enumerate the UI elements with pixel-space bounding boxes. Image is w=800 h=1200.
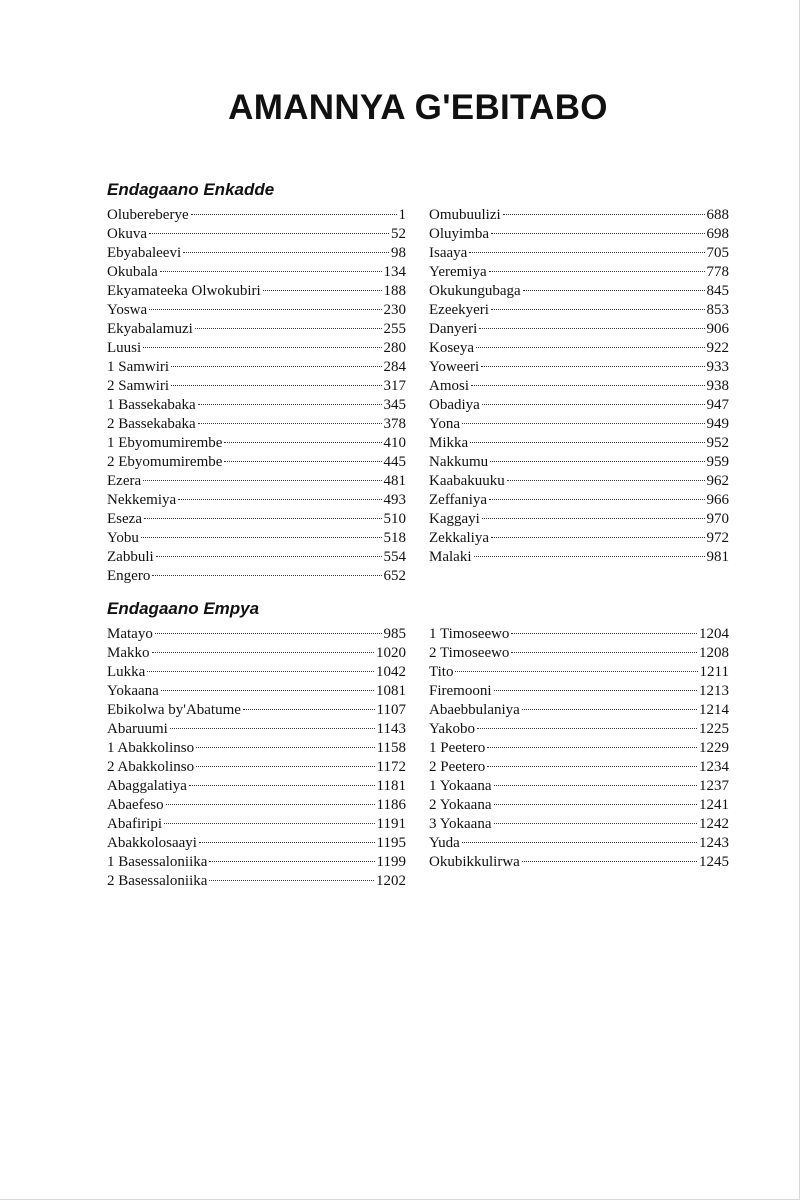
toc-entry xyxy=(429,682,729,701)
dot-leader xyxy=(161,690,374,691)
page-number: 970 xyxy=(706,511,729,527)
dot-leader xyxy=(198,423,382,424)
page-number: 1237 xyxy=(699,778,729,794)
dot-leader xyxy=(195,328,382,329)
book-name: Yuda xyxy=(429,835,460,851)
book-name: 1 Bassekabaka xyxy=(107,397,196,413)
toc-entry xyxy=(107,529,406,548)
toc-entry xyxy=(429,244,729,263)
dot-leader xyxy=(491,309,705,310)
toc-entry xyxy=(429,663,729,682)
toc-entry xyxy=(429,358,729,377)
page-number: 959 xyxy=(706,454,729,470)
page-number: 705 xyxy=(706,245,729,261)
toc-entry xyxy=(107,396,406,415)
page-number: 345 xyxy=(383,397,406,413)
book-name: Ebikolwa by'Abatume xyxy=(107,702,241,718)
dot-leader xyxy=(490,461,704,462)
page-number: 778 xyxy=(706,264,729,280)
page-number: 652 xyxy=(383,568,406,584)
toc-entry xyxy=(429,853,729,872)
book-name: Abakkolosaayi xyxy=(107,835,197,851)
book-name: Kaggayi xyxy=(429,511,480,527)
dot-leader xyxy=(511,652,697,653)
dot-leader xyxy=(487,747,697,748)
dot-leader xyxy=(491,537,705,538)
book-name: Zeffaniya xyxy=(429,492,488,508)
page-number: 280 xyxy=(383,340,406,356)
book-name: Firemooni xyxy=(429,683,492,699)
toc-entry xyxy=(429,396,729,415)
dot-leader xyxy=(482,518,705,519)
book-name: Abaebbulaniya xyxy=(429,702,520,718)
book-name: 1 Peetero xyxy=(429,740,486,756)
toc-entry xyxy=(429,777,729,796)
page-number: 698 xyxy=(706,226,729,242)
book-name: Mikka xyxy=(429,435,469,451)
page-number: 853 xyxy=(706,302,729,318)
toc-entry xyxy=(107,206,406,225)
dot-leader xyxy=(164,823,375,824)
dot-leader xyxy=(494,785,698,786)
page-number: 1081 xyxy=(376,683,406,699)
page-number: 98 xyxy=(391,245,406,261)
dot-leader xyxy=(209,861,374,862)
dot-leader xyxy=(511,633,697,634)
dot-leader xyxy=(471,385,704,386)
dot-leader xyxy=(503,214,705,215)
book-name: Abaggalatiya xyxy=(107,778,187,794)
dot-leader xyxy=(494,823,698,824)
dot-leader xyxy=(455,671,697,672)
book-name: Zekkaliya xyxy=(429,530,489,546)
page-number: 1241 xyxy=(699,797,729,813)
toc-entry xyxy=(429,339,729,358)
toc-entry xyxy=(107,472,406,491)
page-number: 493 xyxy=(383,492,406,508)
toc-entry xyxy=(429,815,729,834)
page-number: 255 xyxy=(383,321,406,337)
toc-entry xyxy=(429,434,729,453)
book-name: 2 Timoseewo xyxy=(429,645,510,661)
page-number: 1191 xyxy=(376,816,406,832)
page-number: 1042 xyxy=(376,664,406,680)
page-number: 947 xyxy=(706,397,729,413)
toc-entry xyxy=(107,853,406,872)
book-name: 2 Abakkolinso xyxy=(107,759,195,775)
toc-entry xyxy=(429,834,729,853)
book-name: Matayo xyxy=(107,626,153,642)
toc-entry xyxy=(107,720,406,739)
page-number: 962 xyxy=(706,473,729,489)
dot-leader xyxy=(522,709,697,710)
dot-leader xyxy=(243,709,375,710)
book-name: Isaaya xyxy=(429,245,468,261)
dot-leader xyxy=(224,442,381,443)
dot-leader xyxy=(489,271,705,272)
toc-entry xyxy=(107,815,406,834)
toc-entry xyxy=(429,415,729,434)
book-name: Abaefeso xyxy=(107,797,164,813)
book-name: Koseya xyxy=(429,340,474,356)
page-number: 952 xyxy=(706,435,729,451)
toc-entry xyxy=(107,510,406,529)
toc-entry xyxy=(429,301,729,320)
page-number: 922 xyxy=(706,340,729,356)
page-number: 1186 xyxy=(376,797,406,813)
page-number: 52 xyxy=(391,226,406,242)
book-name: Danyeri xyxy=(429,321,478,337)
toc-entry xyxy=(429,491,729,510)
dot-leader xyxy=(171,366,381,367)
page-number: 410 xyxy=(383,435,406,451)
toc-entry xyxy=(107,339,406,358)
book-name: Omubuulizi xyxy=(429,207,501,223)
page-number: 845 xyxy=(706,283,729,299)
book-name: 2 Bassekabaka xyxy=(107,416,196,432)
page-number: 510 xyxy=(383,511,406,527)
page-number: 188 xyxy=(383,283,406,299)
toc-entry xyxy=(429,377,729,396)
page-number: 1211 xyxy=(699,664,729,680)
page-number: 554 xyxy=(383,549,406,565)
page-number: 1204 xyxy=(699,626,729,642)
dot-leader xyxy=(147,671,374,672)
book-name: Ezeekyeri xyxy=(429,302,489,318)
page-number: 1181 xyxy=(376,778,406,794)
page-number: 1158 xyxy=(376,740,406,756)
dot-leader xyxy=(152,652,375,653)
page-number: 1245 xyxy=(699,854,729,870)
dot-leader xyxy=(196,747,374,748)
toc-entry xyxy=(107,301,406,320)
toc-entry xyxy=(107,682,406,701)
dot-leader xyxy=(494,690,698,691)
page-number: 1243 xyxy=(699,835,729,851)
dot-leader xyxy=(462,842,697,843)
page-number: 481 xyxy=(383,473,406,489)
dot-leader xyxy=(178,499,381,500)
book-name: Yakobo xyxy=(429,721,475,737)
toc-entry xyxy=(429,796,729,815)
dot-leader xyxy=(209,880,374,881)
page-number: 981 xyxy=(706,549,729,565)
dot-leader xyxy=(143,480,381,481)
toc-entry xyxy=(107,377,406,396)
book-name: 2 Samwiri xyxy=(107,378,170,394)
toc-entry xyxy=(429,263,729,282)
dot-leader xyxy=(479,328,704,329)
page-number: 378 xyxy=(383,416,406,432)
dot-leader xyxy=(487,766,697,767)
dot-leader xyxy=(482,404,705,405)
page-number: 284 xyxy=(383,359,406,375)
toc-entry xyxy=(429,739,729,758)
page-number: 1234 xyxy=(699,759,729,775)
book-name: 1 Yokaana xyxy=(429,778,492,794)
book-name: 1 Timoseewo xyxy=(429,626,510,642)
toc-entry xyxy=(107,758,406,777)
dot-leader xyxy=(155,633,382,634)
dot-leader xyxy=(489,499,704,500)
page-number: 1225 xyxy=(699,721,729,737)
book-name: Yoweeri xyxy=(429,359,480,375)
dot-leader xyxy=(156,556,382,557)
toc-entry xyxy=(429,472,729,491)
toc-entry xyxy=(107,415,406,434)
toc-entry xyxy=(107,491,406,510)
dot-leader xyxy=(149,233,389,234)
book-name: Okubikkulirwa xyxy=(429,854,520,870)
toc-entry xyxy=(429,701,729,720)
page-number: 1195 xyxy=(376,835,406,851)
dot-leader xyxy=(191,214,397,215)
toc-entry xyxy=(107,358,406,377)
page-number: 1242 xyxy=(699,816,729,832)
toc-entry xyxy=(107,701,406,720)
toc-entry xyxy=(429,510,729,529)
dot-leader xyxy=(494,804,698,805)
toc-entry xyxy=(107,434,406,453)
page-number: 972 xyxy=(706,530,729,546)
page-number: 688 xyxy=(706,207,729,223)
dot-leader xyxy=(196,766,374,767)
section-heading-old-testament: Endagaano Enkadde xyxy=(107,180,275,199)
page-number: 1214 xyxy=(699,702,729,718)
page-number: 1199 xyxy=(376,854,406,870)
toc-entry xyxy=(107,282,406,301)
toc-entry xyxy=(429,320,729,339)
book-name: Makko xyxy=(107,645,150,661)
book-name: Obadiya xyxy=(429,397,480,413)
page-number: 906 xyxy=(706,321,729,337)
toc-entry xyxy=(107,872,406,891)
dot-leader xyxy=(170,728,375,729)
dot-leader xyxy=(491,233,705,234)
dot-leader xyxy=(522,861,697,862)
toc-entry xyxy=(107,796,406,815)
book-name: 2 Ebyomumirembe xyxy=(107,454,223,470)
book-name: Nekkemiya xyxy=(107,492,177,508)
dot-leader xyxy=(141,537,382,538)
page-number: 1202 xyxy=(376,873,406,889)
toc-entry xyxy=(429,282,729,301)
page-number: 1213 xyxy=(699,683,729,699)
toc-entry xyxy=(107,663,406,682)
toc-entry xyxy=(107,453,406,472)
page-number: 1143 xyxy=(376,721,406,737)
book-name: Zabbuli xyxy=(107,549,154,565)
page-number: 1107 xyxy=(376,702,406,718)
page-number: 1 xyxy=(398,207,406,223)
section-heading-new-testament: Endagaano Empya xyxy=(107,599,260,618)
book-name: Engero xyxy=(107,568,151,584)
dot-leader xyxy=(462,423,705,424)
toc-entry xyxy=(429,548,729,567)
dot-leader xyxy=(166,804,375,805)
book-name: 1 Basessaloniika xyxy=(107,854,208,870)
book-name: Ezera xyxy=(107,473,142,489)
book-name: Tito xyxy=(429,664,454,680)
page-number: 230 xyxy=(383,302,406,318)
book-name: Amosi xyxy=(429,378,470,394)
page-number: 1229 xyxy=(699,740,729,756)
page-number: 445 xyxy=(383,454,406,470)
new-testament-left-column xyxy=(107,625,406,891)
dot-leader xyxy=(481,366,704,367)
page-number: 966 xyxy=(706,492,729,508)
new-testament-right-column xyxy=(429,625,729,872)
toc-entry xyxy=(429,644,729,663)
dot-leader xyxy=(189,785,375,786)
toc-entry xyxy=(107,263,406,282)
book-name: Ebyabaleevi xyxy=(107,245,182,261)
toc-entry xyxy=(107,625,406,644)
page-number: 938 xyxy=(706,378,729,394)
book-name: 3 Yokaana xyxy=(429,816,492,832)
book-name: Abafiripi xyxy=(107,816,162,832)
toc-entry xyxy=(107,320,406,339)
toc-entry xyxy=(429,206,729,225)
page-number: 1208 xyxy=(699,645,729,661)
toc-entry xyxy=(107,567,406,586)
toc-entry xyxy=(429,758,729,777)
dot-leader xyxy=(523,290,705,291)
book-name: Yokaana xyxy=(107,683,159,699)
book-name: 2 Yokaana xyxy=(429,797,492,813)
page-number: 1020 xyxy=(376,645,406,661)
book-name: Okukungubaga xyxy=(429,283,521,299)
dot-leader xyxy=(474,556,705,557)
toc-entry xyxy=(429,625,729,644)
page-number: 518 xyxy=(383,530,406,546)
page-title: AMANNYA G'EBITABO xyxy=(228,88,608,127)
toc-entry xyxy=(429,225,729,244)
dot-leader xyxy=(477,728,697,729)
dot-leader xyxy=(152,575,381,576)
toc-entry xyxy=(429,720,729,739)
dot-leader xyxy=(476,347,705,348)
page-number: 933 xyxy=(706,359,729,375)
old-testament-right-column xyxy=(429,206,729,567)
dot-leader xyxy=(149,309,381,310)
page-number: 1172 xyxy=(376,759,406,775)
book-name: Ekyamateeka Olwokubiri xyxy=(107,283,261,299)
dot-leader xyxy=(144,518,382,519)
dot-leader xyxy=(143,347,381,348)
book-name: 1 Abakkolinso xyxy=(107,740,195,756)
dot-leader xyxy=(507,480,705,481)
page-number: 985 xyxy=(383,626,406,642)
book-name: 2 Basessaloniika xyxy=(107,873,208,889)
page-number: 134 xyxy=(383,264,406,280)
book-name: Ekyabalamuzi xyxy=(107,321,193,337)
toc-entry xyxy=(429,529,729,548)
toc-entry xyxy=(429,453,729,472)
dot-leader xyxy=(263,290,382,291)
dot-leader xyxy=(469,252,704,253)
dot-leader xyxy=(470,442,704,443)
book-name: Okubala xyxy=(107,264,158,280)
dot-leader xyxy=(160,271,382,272)
book-name: Abaruumi xyxy=(107,721,168,737)
book-name: Lukka xyxy=(107,664,146,680)
book-name: Eseza xyxy=(107,511,142,527)
toc-entry xyxy=(107,834,406,853)
toc-entry xyxy=(107,644,406,663)
toc-entry xyxy=(107,739,406,758)
dot-leader xyxy=(171,385,381,386)
book-name: Malaki xyxy=(429,549,472,565)
page-number: 317 xyxy=(383,378,406,394)
toc-entry xyxy=(107,225,406,244)
book-name: Yoswa xyxy=(107,302,148,318)
old-testament-left-column xyxy=(107,206,406,586)
book-name: 1 Ebyomumirembe xyxy=(107,435,223,451)
book-name: Kaabakuuku xyxy=(429,473,505,489)
book-name: Yobu xyxy=(107,530,139,546)
book-name: Nakkumu xyxy=(429,454,489,470)
dot-leader xyxy=(183,252,389,253)
book-name: Oluyimba xyxy=(429,226,489,242)
book-name: Yeremiya xyxy=(429,264,487,280)
toc-entry xyxy=(107,244,406,263)
book-name: Yona xyxy=(429,416,460,432)
book-name: Olubereberye xyxy=(107,207,189,223)
page-number: 949 xyxy=(706,416,729,432)
book-name: Okuva xyxy=(107,226,147,242)
book-name: 1 Samwiri xyxy=(107,359,170,375)
dot-leader xyxy=(199,842,375,843)
dot-leader xyxy=(198,404,382,405)
book-name: 2 Peetero xyxy=(429,759,486,775)
toc-entry xyxy=(107,548,406,567)
dot-leader xyxy=(224,461,381,462)
book-name: Luusi xyxy=(107,340,142,356)
toc-entry xyxy=(107,777,406,796)
